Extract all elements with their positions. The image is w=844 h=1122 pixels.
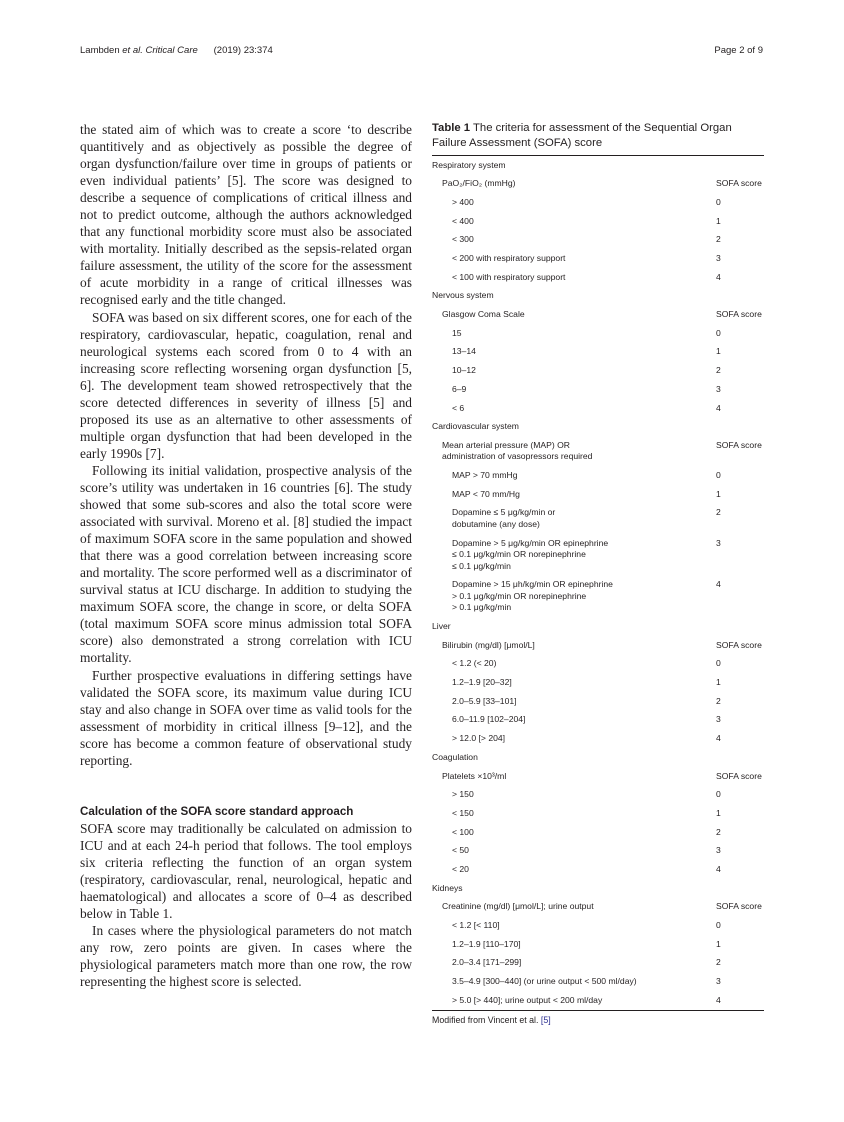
score: 2 (716, 826, 721, 837)
criterion: 2.0–5.9 [33–101] (452, 695, 517, 706)
table-section-row (432, 617, 764, 636)
table-row (432, 730, 764, 749)
score: 2 (716, 695, 721, 706)
score: 4 (716, 271, 721, 282)
table-row (432, 212, 764, 231)
score: 1 (716, 488, 721, 499)
criterion: < 1.2 (< 20) (452, 658, 497, 669)
running-header (80, 45, 273, 56)
criterion: < 100 (452, 826, 474, 837)
page-number: Page 2 of 9 (714, 45, 763, 56)
score: 1 (716, 346, 721, 357)
table-parameter-row (432, 636, 764, 655)
score: 3 (716, 383, 721, 394)
parameter-label: Platelets ×10³/ml (442, 770, 507, 781)
table-row (432, 399, 764, 418)
footnote-text: Modified from Vincent et al. (432, 1014, 541, 1025)
score: 2 (716, 957, 721, 968)
table-row (432, 193, 764, 212)
criterion: < 20 (452, 863, 469, 874)
table-row (432, 362, 764, 381)
table-row (432, 534, 764, 576)
score: 1 (716, 215, 721, 226)
table-bottom-rule (432, 1010, 764, 1011)
criterion: MAP < 70 mm/Hg (452, 488, 520, 499)
paragraph: Following its initial validation, prospective analysis of the score’s utility was undertaken in 16 countries [6]. The study showed that some sub-scores and also the total score were associated with survival. Moreno et al. [8] studied the impact of maximum SOFA score in the same population and showed that there was a good correlation between increasing score and mortality. The score performed well as a discriminator of survival status at ICU discharge. In addition to studying the maximum SOFA score, the change in score, or delta SOFA (total maximum SOFA score minus admission total SOFA score) also demonstrated a strong correlation with ICU mortality. (80, 462, 412, 666)
table-row (432, 823, 764, 842)
criterion: 10–12 (452, 365, 476, 376)
header-journal: Critical Care (145, 45, 198, 56)
parameter-label: Bilirubin (mg/dl) [μmol/L] (442, 639, 535, 650)
criterion: Dopamine ≤ 5 μg/kg/min or dobutamine (any dose) (452, 507, 556, 529)
criterion: MAP > 70 mmHg (452, 470, 518, 481)
sofa-table (432, 121, 764, 1025)
score: 4 (716, 402, 721, 413)
table-row (432, 711, 764, 730)
section-name: Cardiovascular system (432, 421, 519, 432)
score-header: SOFA score (716, 178, 762, 189)
criterion: Dopamine > 5 μg/kg/min OR epinephrine ≤ 0.1 μg/kg/min OR norepinephrine ≤ 0.1 μg/kg/min (452, 537, 609, 571)
table-row (432, 504, 764, 534)
header-citation: (2019) 23:374 (213, 45, 273, 56)
criterion: 1.2–1.9 [110–170] (452, 938, 521, 949)
score: 0 (716, 470, 721, 481)
table-row (432, 991, 764, 1010)
parameter-label: Creatinine (mg/dl) [μmol/L]; urine output (442, 901, 594, 912)
section-name: Kidneys (432, 882, 463, 893)
score: 4 (716, 994, 721, 1005)
score: 4 (716, 733, 721, 744)
score-header: SOFA score (716, 439, 762, 450)
table-row (432, 935, 764, 954)
score: 1 (716, 938, 721, 949)
criterion: < 300 (452, 234, 474, 245)
paragraph: SOFA was based on six different scores, one for each of the respiratory, cardiovascular, hepatic, coagulation, renal and neurological systems each scored from 0 to 4 with an increasing score reflecting worsening organ dysfunction [5, 6]. The development team showed retrospectively that the score detected differences in severity of illness [5] and proposed its use as an alternative to other assessments of multiple organ dysfunction that had been developed in the early 1990s [7]. (80, 309, 412, 461)
table-row (432, 804, 764, 823)
body-text-column (80, 121, 412, 990)
table-row (432, 842, 764, 861)
section-name: Coagulation (432, 751, 478, 762)
table-row (432, 692, 764, 711)
table-row (432, 249, 764, 268)
score: 3 (716, 537, 721, 548)
criterion: Dopamine > 15 μh/kg/min OR epinephrine > 0.1 μg/kg/min OR norepinephrine > 0.1 μg/kg/min (452, 579, 613, 613)
score: 0 (716, 920, 721, 931)
paragraph: the stated aim of which was to create a score ‘to describe quantitively and as objectively as possible the degree of organ dysfunction/failure over time in groups of patients or even individual patients’ [5]. The score was designed to describe a sequence of complications of critical illness and not to predict outcome, although the authors acknowledged that any functional morbidity score must also be associated with mortality. Initially described as the sepsis-related organ failure assessment, the utility of the score for the assessment of acute morbidity in a range of critical illnesses was recognised early and the title changed. (80, 122, 412, 308)
table-section-row (432, 287, 764, 306)
table-section-row (432, 879, 764, 898)
score: 2 (716, 365, 721, 376)
score: 3 (716, 845, 721, 856)
table-section-row (432, 156, 764, 175)
table-parameter-row (432, 175, 764, 194)
parameter-label: PaO₂/FiO₂ (mmHg) (442, 178, 516, 189)
table-row (432, 786, 764, 805)
paragraph: In cases where the physiological parameters do not match any row, zero points are given. In cases where the physiological parameters match more than one row, the row representing the highest score is selected. (80, 923, 412, 990)
score-header: SOFA score (716, 770, 762, 781)
criterion: > 12.0 [> 204] (452, 733, 506, 744)
criterion: 15 (452, 327, 462, 338)
table-row (432, 860, 764, 879)
criterion: < 150 (452, 807, 474, 818)
score-header: SOFA score (716, 309, 762, 320)
criterion: < 400 (452, 215, 474, 226)
score-header: SOFA score (716, 639, 762, 650)
criterion: 13–14 (452, 346, 476, 357)
criterion: 3.5–4.9 [300–440] (or urine output < 500 ml/day) (452, 976, 637, 987)
score: 1 (716, 807, 721, 818)
criterion: < 6 (452, 402, 465, 413)
criterion: 6.0–11.9 [102–204] (452, 714, 526, 725)
score: 3 (716, 253, 721, 264)
criterion: < 50 (452, 845, 469, 856)
score: 2 (716, 234, 721, 245)
table-row (432, 655, 764, 674)
parameter-label: Mean arterial pressure (MAP) OR administration of vasopressors required (442, 439, 593, 462)
score: 4 (716, 863, 721, 874)
table-caption (432, 121, 764, 151)
table-parameter-row (432, 436, 764, 466)
score-header: SOFA score (716, 901, 762, 912)
section-name: Respiratory system (432, 159, 506, 170)
section-name: Nervous system (432, 290, 494, 301)
header-authors: Lambden (80, 45, 123, 56)
score: 1 (716, 677, 721, 688)
table-parameter-row (432, 306, 764, 325)
criterion: 2.0–3.4 [171–299] (452, 957, 522, 968)
table-row (432, 954, 764, 973)
criterion: < 1.2 [< 110] (452, 920, 500, 931)
table-footnote (432, 1015, 764, 1025)
score: 3 (716, 976, 721, 987)
criterion: > 5.0 [> 440]; urine output < 200 ml/day (452, 994, 603, 1005)
table-parameter-row (432, 898, 764, 917)
table-row (432, 916, 764, 935)
table-row (432, 467, 764, 486)
score: 3 (716, 714, 721, 725)
table-row (432, 380, 764, 399)
score: 0 (716, 327, 721, 338)
paragraph: SOFA score may traditionally be calculated on admission to ICU and at each 24-h period that follows. The tool employs six criteria reflecting the function of an organ system (respiratory, cardiovascular, renal, neurological, hepatic and haematological) and allocates a score of 0–4 as described below in Table 1. (80, 820, 412, 922)
table-row (432, 231, 764, 250)
table-row (432, 343, 764, 362)
table-row (432, 674, 764, 693)
section-heading: Calculation of the SOFA score standard approach (80, 804, 354, 818)
parameter-label: Glasgow Coma Scale (442, 309, 525, 320)
table-row (432, 268, 764, 287)
criterion: 6–9 (452, 383, 467, 394)
section-name: Liver (432, 621, 451, 632)
footnote-reference-link[interactable]: [5] (540, 1014, 551, 1025)
criterion: 1.2–1.9 [20–32] (452, 677, 512, 688)
score: 2 (716, 507, 721, 518)
score: 0 (716, 196, 721, 207)
table-section-row (432, 418, 764, 437)
score: 0 (716, 789, 721, 800)
score: 4 (716, 579, 721, 590)
table-parameter-row (432, 767, 764, 786)
header-etal: et al. (122, 45, 143, 56)
table-label: Table 1 (432, 122, 471, 134)
table-row (432, 324, 764, 343)
table-caption-text: The criteria for assessment of the Sequential Organ Failure Assessment (SOFA) score (432, 122, 732, 149)
criterion: > 150 (452, 789, 474, 800)
table-section-row (432, 748, 764, 767)
criterion: > 400 (452, 196, 474, 207)
criterion: < 100 with respiratory support (452, 271, 566, 282)
table-row (432, 973, 764, 992)
table-row (432, 485, 764, 504)
criterion: < 200 with respiratory support (452, 253, 566, 264)
score: 0 (716, 658, 721, 669)
paragraph: Further prospective evaluations in differing settings have validated the SOFA score, its maximum value during ICU stay and also change in SOFA over time as valid tools for the assessment of morbidity in critical illness [9–12], and the score has become a common feature of observational study reporting. (80, 667, 412, 768)
table-row (432, 576, 764, 618)
